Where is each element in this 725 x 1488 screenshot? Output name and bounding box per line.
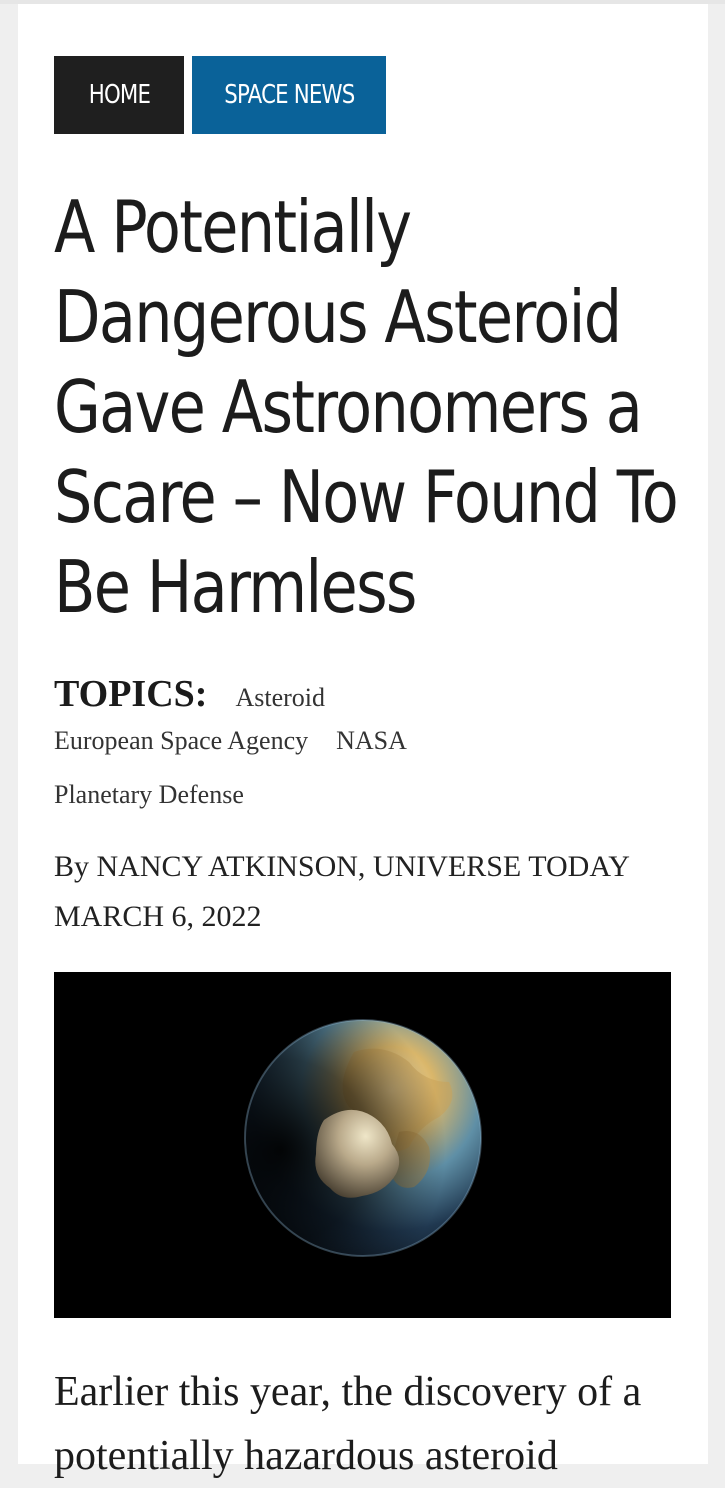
earth-asteroid-illustration bbox=[54, 972, 671, 1318]
topics-label: TOPICS: bbox=[54, 673, 208, 715]
article-title: A Potentially Dangerous Asteroid Gave Astronomers a Scare – Now Found To Be Harmless bbox=[54, 185, 678, 629]
breadcrumb-space-news-label: SPACE NEWS bbox=[223, 80, 355, 110]
topic-link-european-space-agency[interactable]: European Space Agency bbox=[54, 726, 309, 755]
breadcrumb-home-label: HOME bbox=[88, 80, 150, 110]
hero-image bbox=[54, 972, 671, 1318]
breadcrumb bbox=[54, 56, 386, 134]
article-body-start: Earlier this year, the discovery of a potentially hazardous asteroid bbox=[54, 1369, 642, 1479]
article-page bbox=[18, 4, 708, 1479]
byline bbox=[54, 842, 704, 942]
topic-link-planetary-defense[interactable]: Planetary Defense bbox=[54, 780, 244, 809]
topic-link-asteroid[interactable]: Asteroid bbox=[235, 683, 325, 712]
topics-section bbox=[54, 672, 684, 834]
breadcrumb-space-news-link[interactable] bbox=[192, 56, 386, 134]
breadcrumb-home-link[interactable] bbox=[54, 56, 184, 134]
publish-date: MARCH 6, 2022 bbox=[54, 900, 262, 933]
topic-link-nasa[interactable]: NASA bbox=[336, 726, 407, 755]
author-line: By NANCY ATKINSON, UNIVERSE TODAY bbox=[54, 850, 630, 883]
